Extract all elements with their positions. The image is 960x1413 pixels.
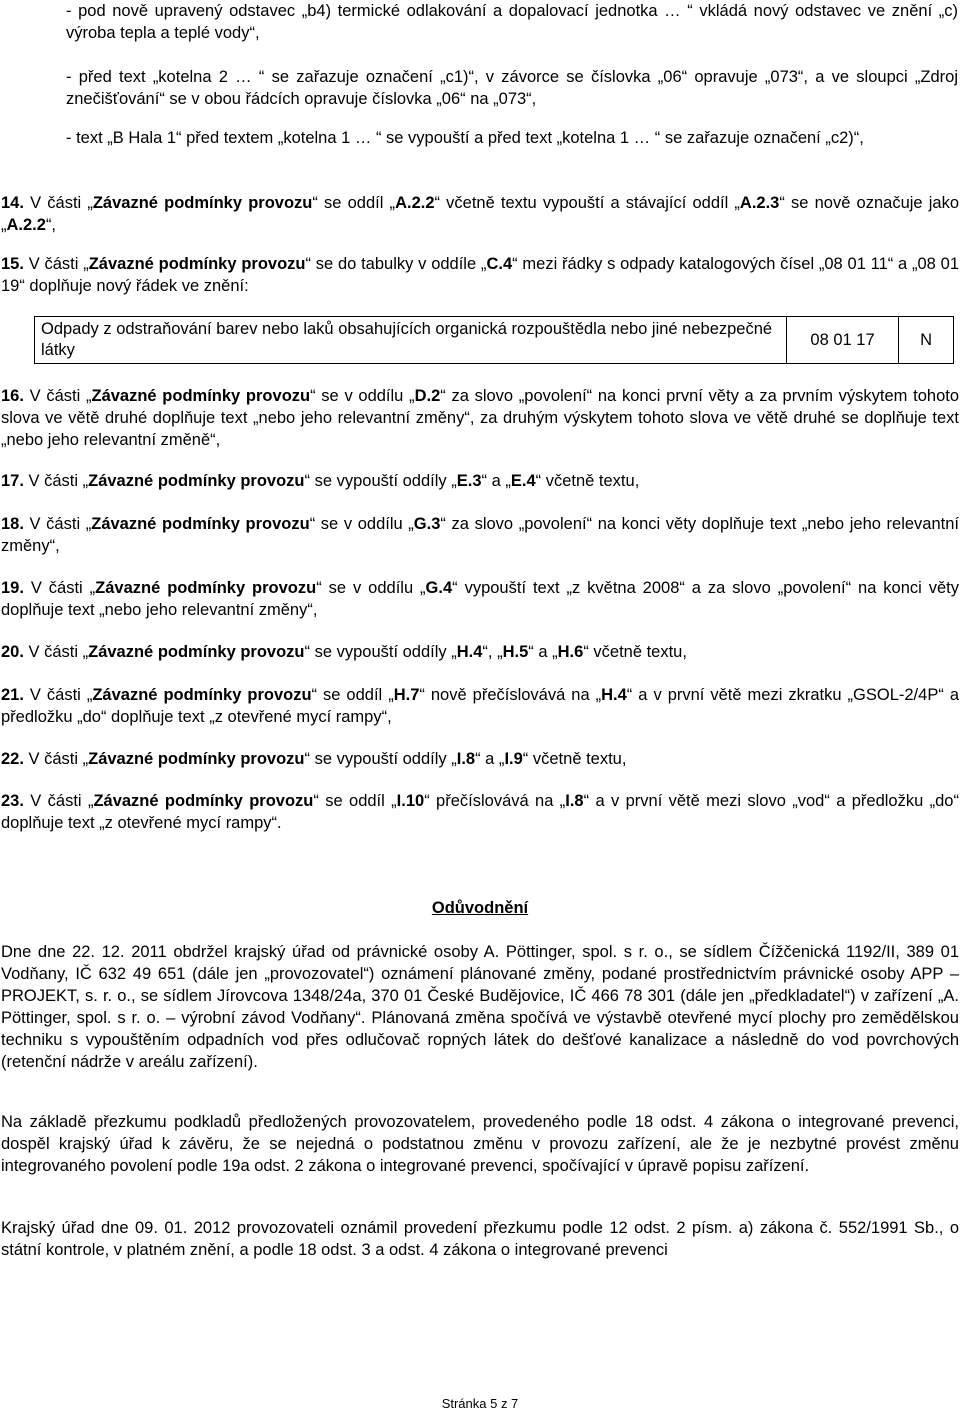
item-number: 23. [1, 792, 24, 810]
item-23: 23. V části „Závazné podmínky provozu“ se oddíl „I.10“ přečíslovává na „I.8“ a v první větě mezi slovo „vod“ a předložku „do“ doplňuje text „z otevřené mycí rampy“. [1, 792, 959, 832]
item-16: 16. V části „Závazné podmínky provozu“ se v oddílu „D.2“ za slovo „povolení“ na konci první věty a za prvním výskytem tohoto slova ve větě druhé doplňuje text „nebo jeho relevantní změny“, za druhým výskytem tohoto slova ve větě druhé se doplňuje text „nebo jeho relevantní změně“, [1, 387, 960, 449]
item-number: 16. [1, 387, 24, 405]
waste-table [34, 316, 954, 364]
section-name: Závazné podmínky provozu [92, 686, 312, 704]
paragraph-2: Na základě přezkumu podkladů předložených provozovatelem, provedeného podle 18 odst. 4 zákona o integrované prevenci, dospěl krajský úřad k závěru, že se nejedná o podstatnou změnu v provozu zařízení, ale že je nezbytné provést změnu integrovaného povolení podle 19a odst. 2 zákona o integrované prevenci, spočívající v úpravě popisu zařízení. [1, 1113, 959, 1175]
waste-code-cell: 08 01 17 [786, 317, 898, 364]
waste-category-cell: N [899, 317, 954, 364]
page-number: Stránka 5 z 7 [441, 1396, 519, 1411]
section-name: Závazné podmínky provozu [88, 472, 305, 490]
item-19: 19. V části „Závazné podmínky provozu“ se v oddílu „G.4“ vypouští text „z května 2008“ a za slovo „povolení“ na konci věty doplňuje text „nebo jeho relevantní změny“, [1, 579, 959, 619]
item-number: 17. [1, 472, 24, 490]
item-21: 21. V části „Závazné podmínky provozu“ se oddíl „H.7“ nově přečíslovává na „H.4“ a v první větě mezi zkratku „GSOL-2/4P“ a předložku „do“ doplňuje text „z otevřené mycí rampy“, [1, 686, 959, 726]
waste-description-cell: Odpady z odstraňování barev nebo laků obsahujících organická rozpouštědla nebo jiné nebezpečné látky [35, 317, 787, 364]
item-number: 20. [1, 643, 24, 661]
item-number: 19. [1, 579, 24, 597]
item-22: 22. V části „Závazné podmínky provozu“ se vypouští oddíly „I.8“ a „I.9“ včetně textu, [1, 750, 627, 768]
section-heading: Odůvodnění [431, 899, 529, 917]
paragraph-3: Krajský úřad dne 09. 01. 2012 provozovateli oznámil provedení přezkumu podle 12 odst. 2 písm. a) zákona č. 552/1991 Sb., o státní kontrole, v platném znění, a podle 18 odst. 3 a odst. 4 zákona o integrované prevenci [1, 1219, 959, 1259]
list-item-dash-3: - text „B Hala 1“ před textem „kotelna 1 … “ se vypouští a před text „kotelna 1 … “ se zařazuje označení „c2)“, [66, 129, 864, 147]
section-name: Závazné podmínky provozu [91, 515, 310, 533]
item-15: 15. V části „Závazné podmínky provozu“ se do tabulky v oddíle „C.4“ mezi řádky s odpady katalogových čísel „08 01 11“ a „08 01 19“ doplňuje nový řádek ve znění: [1, 255, 959, 295]
section-name: Závazné podmínky provozu [88, 750, 305, 768]
item-14: 14. V části „Závazné podmínky provozu“ se oddíl „A.2.2“ včetně textu vypouští a stávající oddíl „A.2.3“ se nově označuje jako „A.2.2“, [1, 194, 960, 234]
item-20: 20. V části „Závazné podmínky provozu“ se vypouští oddíly „H.4“, „H.5“ a „H.6“ včetně textu, [1, 643, 687, 661]
table-row [35, 317, 954, 364]
item-number: 14. [1, 194, 24, 212]
item-number: 18. [1, 515, 24, 533]
item-18: 18. V části „Závazné podmínky provozu“ se v oddílu „G.3“ za slovo „povolení“ na konci věty doplňuje text „nebo jeho relevantní změny“, [1, 515, 960, 555]
section-name: Závazné podmínky provozu [92, 194, 313, 212]
list-item-dash-2: - před text „kotelna 2 … “ se zařazuje označení „c1)“, v závorce se číslovka „06“ opravuje „073“, a ve sloupci „Zdroj znečišťování“ se v obou řádcích opravuje číslovka „06“ na „073“, [66, 68, 958, 108]
list-item-dash-1: - pod nově upravený odstavec „b4) termické odlakování a dopalovací jednotka … “ vkládá nový odstavec ve znění „c) výroba tepla a teplé vody“, [66, 2, 958, 42]
section-name: Závazné podmínky provozu [93, 792, 314, 810]
item-number: 21. [1, 686, 24, 704]
section-name: Závazné podmínky provozu [88, 255, 306, 273]
section-name: Závazné podmínky provozu [88, 643, 305, 661]
item-17: 17. V části „Závazné podmínky provozu“ se vypouští oddíly „E.3“ a „E.4“ včetně textu, [1, 472, 640, 490]
paragraph-1: Dne dne 22. 12. 2011 obdržel krajský úřad od právnické osoby A. Pöttinger, spol. s r. o., se sídlem Čížčenická 1192/II, 389 01 Vodňany, IČ 632 49 651 (dále jen „provozovatel“) oznámení plánované změny, podané prostřednictvím právnické osoby APP – PROJEKT, s. r. o., se sídlem Jírovcova 1348/24a, 370 01 České Budějovice, IČ 466 78 301 (dále jen „předkladatel“) v zařízení „A. Pöttinger, spol. s r. o. – výrobní závod Vodňany“. Plánovaná změna spočívá ve výstavbě otevřené mycí plochy pro zemědělskou techniku s vypouštěním odpadních vod přes odlučovač ropných látek do dešťové kanalizace a následně do vod povrchových (retenční nádrže v areálu zařízení). [1, 943, 959, 1071]
section-name: Závazné podmínky provozu [91, 387, 311, 405]
item-number: 15. [1, 255, 24, 273]
section-name: Závazné podmínky provozu [95, 579, 317, 597]
item-number: 22. [1, 750, 24, 768]
